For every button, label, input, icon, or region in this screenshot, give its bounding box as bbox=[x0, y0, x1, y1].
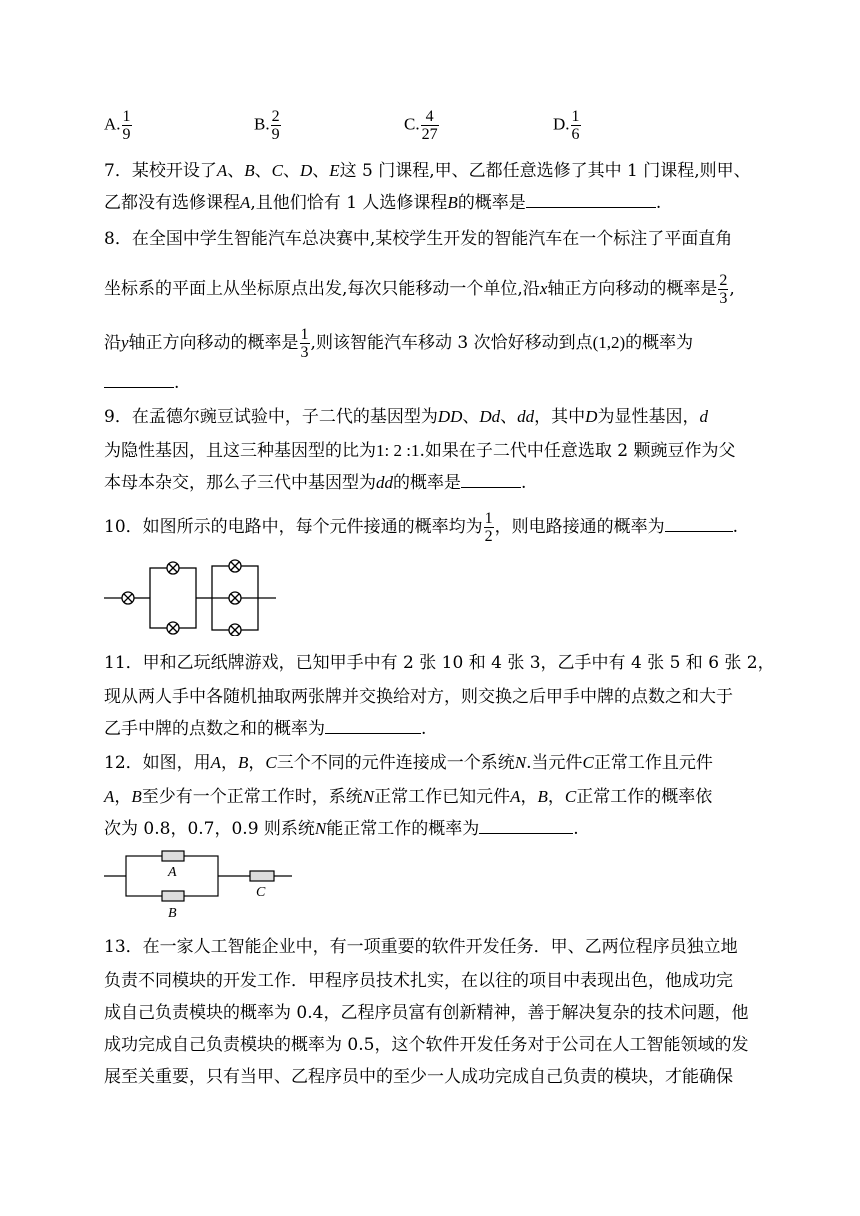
q12-line-1: 12．如图，用A，B，C三个不同的元件连接成一个系统N.当元件C正常工作且元件 bbox=[104, 753, 713, 773]
answer-blank[interactable] bbox=[479, 819, 573, 834]
fraction: $\frac{4}{27}$ bbox=[421, 108, 438, 143]
q13-line-3: 成自己负责模块的概率为 0.4，乙程序员富有创新精神，善于解决复杂的技术问题，他 bbox=[104, 1003, 749, 1023]
choice-c[interactable] bbox=[404, 108, 440, 143]
fig-label-a: A bbox=[168, 865, 177, 880]
q13-line-5: 展至关重要，只有当甲、乙程序员中的至少一人成功完成自己负责的模块，才能确保 bbox=[104, 1067, 733, 1087]
q10-line-1: 10．如图所示的电路中，每个元件接通的概率均为 $\frac{1}{2}$ ，则电路接通的概率为 . bbox=[104, 510, 739, 545]
q12-line-3: 次为 0.8，0.7，0.9 则系统N能正常工作的概率为 . bbox=[104, 819, 579, 839]
choice-d[interactable] bbox=[553, 108, 582, 143]
fraction: $\frac{1}{3}$ bbox=[300, 326, 309, 361]
q13-line-4: 成功完成自己负责模块的概率为 0.5，这个软件开发任务对于公司在人工智能领域的发 bbox=[104, 1035, 749, 1055]
answer-blank[interactable] bbox=[526, 193, 656, 208]
fraction: $\frac{2}{3}$ bbox=[719, 272, 728, 307]
circuit-diagram-q10 bbox=[100, 556, 280, 636]
choice-label: A. bbox=[104, 114, 121, 134]
choice-label: B. bbox=[254, 114, 270, 134]
fraction: $\frac{1}{6}$ bbox=[571, 108, 580, 143]
q9-line-2: 为隐性基因，且这三种基因型的比为1: 2 :1.如果在子二代中任意选取 2 颗豌豆作为父 bbox=[104, 441, 736, 461]
q8-line-1: 8．在全国中学生智能汽车总决赛中,某校学生开发的智能汽车在一个标注了平面直角 bbox=[104, 229, 733, 249]
q9-line-1: 9．在孟德尔豌豆试验中，子二代的基因型为DD、Dd、dd，其中D为显性基因，d bbox=[104, 407, 708, 427]
choice-label: C. bbox=[404, 114, 420, 134]
q9-line-3: 本母本杂交，那么子三代中基因型为dd的概率是 . bbox=[104, 473, 527, 493]
fraction: $\frac{1}{2}$ bbox=[484, 510, 493, 545]
q7-line-2: 乙都没有选修课程A,且他们恰有 1 人选修课程B的概率是 . bbox=[104, 193, 662, 213]
fig-label-b: B bbox=[168, 906, 177, 921]
circuit-diagram-q12 bbox=[104, 850, 294, 922]
fig-label-c: C bbox=[256, 885, 266, 900]
answer-blank[interactable] bbox=[665, 517, 733, 532]
choice-b[interactable] bbox=[254, 108, 282, 143]
q12-line-2: A，B至少有一个正常工作时，系统N正常工作已知元件A，B，C正常工作的概率依 bbox=[104, 787, 713, 807]
q8-line-4: . bbox=[104, 372, 179, 394]
fraction: $\frac{2}{9}$ bbox=[271, 108, 280, 143]
q11-line-1: 11．甲和乙玩纸牌游戏，已知甲手中有 2 张 10 和 4 张 3，乙手中有 4 张 5 和 6 张 2， bbox=[104, 653, 775, 673]
q11-line-3: 乙手中牌的点数之和的概率为 . bbox=[104, 719, 427, 739]
answer-blank[interactable] bbox=[461, 473, 521, 488]
fraction: $\frac{1}{9}$ bbox=[122, 108, 131, 143]
q13-line-1: 13．在一家人工智能企业中，有一项重要的软件开发任务．甲、乙两位程序员独立地 bbox=[104, 937, 738, 957]
q11-line-2: 现从两人手中各随机抽取两张牌并交换给对方，则交换之后甲手中牌的点数之和大于 bbox=[104, 687, 733, 707]
q7-line-1: 7．某校开设了A、B、C、D、E这 5 门课程,甲、乙都任意选修了其中 1 门课程,则甲、 bbox=[104, 161, 751, 181]
answer-blank[interactable] bbox=[104, 373, 174, 388]
q8-line-2: 坐标系的平面上从坐标原点出发,每次只能移动一个单位,沿x轴正方向移动的概率是 $\frac{2}{3}$ , bbox=[104, 272, 735, 307]
answer-blank[interactable] bbox=[325, 719, 421, 734]
q13-line-2: 负责不同模块的开发工作．甲程序员技术扎实，在以往的项目中表现出色，他成功完 bbox=[104, 971, 733, 991]
choice-a[interactable] bbox=[104, 108, 133, 143]
choice-label: D. bbox=[553, 114, 570, 134]
q8-line-3: 沿y轴正方向移动的概率是 $\frac{1}{3}$ ,则该智能汽车移动 3 次恰好移动到点(1,2)的概率为 bbox=[104, 326, 694, 361]
